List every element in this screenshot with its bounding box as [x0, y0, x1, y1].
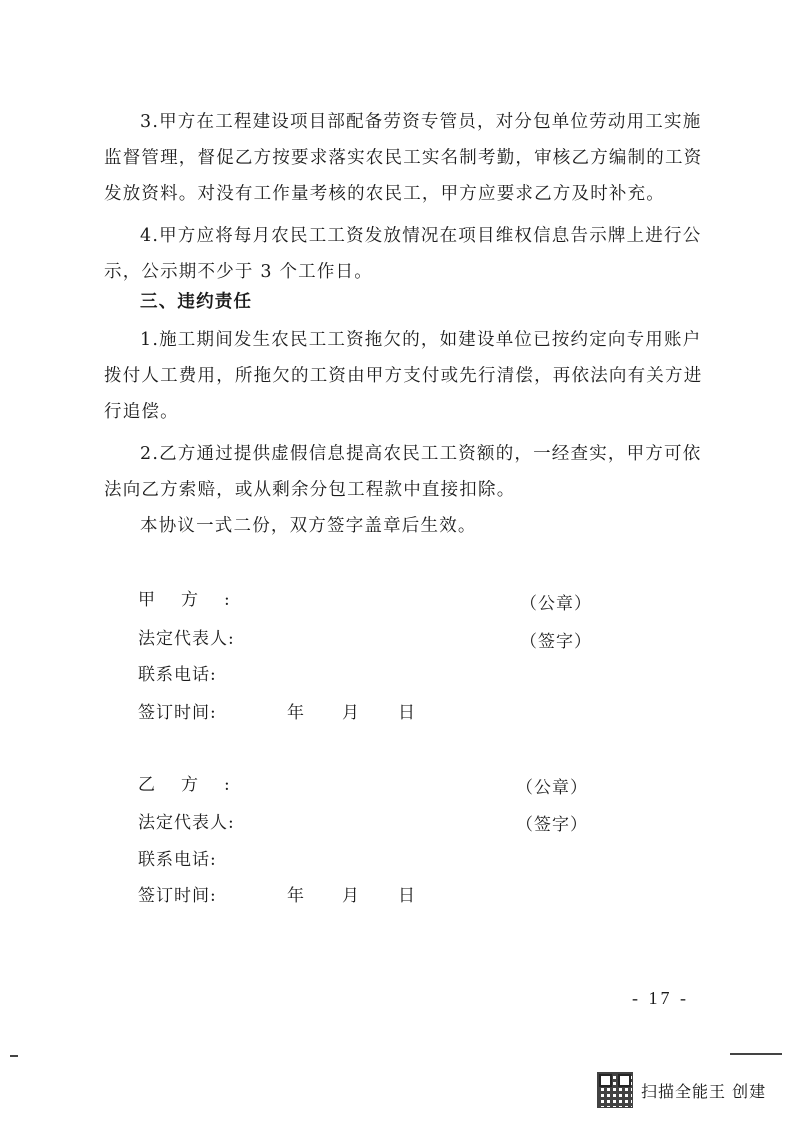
party-b-phone-label: 联系电话: [138, 850, 217, 870]
closing-statement-text: 本协议一式二份，双方签字盖章后生效。 [140, 516, 477, 536]
clause-3 [104, 104, 704, 212]
party-b-stamp: （公章） [516, 778, 588, 798]
section-title-breach: 三、违约责任 [140, 292, 253, 312]
clause-4-line-1: 4.甲方应将每月农民工工资发放情况在项目维权信息告示牌上进行公 [140, 226, 702, 246]
party-b-day: 日 [398, 886, 415, 906]
party-a-sign: （签字） [520, 632, 592, 652]
party-b-sign: （签字） [516, 815, 588, 835]
breach-clause-1-line-1: 1.施工期间发生农民工工资拖欠的，如建设单位已按约定向专用账户 [140, 330, 702, 350]
watermark-text: 扫描全能王 创建 [641, 1081, 767, 1101]
party-a-year: 年 [287, 703, 304, 723]
page-number: - 17 - [632, 988, 689, 1008]
party-a-phone-label: 联系电话: [138, 665, 217, 685]
qr-code-icon [597, 1072, 633, 1108]
party-b-date-label: 签订时间: [138, 886, 217, 906]
breach-clause-2-line-1: 2.乙方通过提供虚假信息提高农民工工资额的，一经查实，甲方可依 [140, 444, 702, 464]
scanner-watermark [597, 1070, 787, 1110]
party-a-date-label: 签订时间: [138, 703, 217, 723]
party-a-day: 日 [398, 703, 415, 723]
clause-3-line-2: 监督管理，督促乙方按要求落实农民工实名制考勤，审核乙方编制的工资 [104, 148, 703, 168]
party-b-year: 年 [287, 886, 304, 906]
clause-3-line-3: 发放资料。对没有工作量考核的农民工，甲方应要求乙方及时补充。 [104, 184, 665, 204]
breach-clause-2 [104, 436, 704, 508]
scan-edge-mark-left [10, 1055, 18, 1057]
clause-4-line-2: 示，公示期不少于 3 个工作日。 [104, 262, 373, 282]
closing-statement [104, 508, 704, 544]
party-a-stamp: （公章） [520, 594, 592, 614]
breach-clause-1 [104, 322, 704, 430]
scan-edge-mark-right [730, 1053, 782, 1055]
party-a-month: 月 [342, 703, 359, 723]
breach-clause-1-line-2: 拨付人工费用，所拖欠的工资由甲方支付或先行清偿，再依法向有关方进 [104, 366, 703, 386]
clause-4 [104, 218, 704, 290]
party-b-label: 乙方: [138, 775, 256, 795]
breach-clause-2-line-2: 法向乙方索赔，或从剩余分包工程款中直接扣除。 [104, 480, 516, 500]
party-a-rep-label: 法定代表人: [138, 629, 235, 649]
party-b-rep-label: 法定代表人: [138, 813, 235, 833]
party-b-month: 月 [342, 886, 359, 906]
party-a-label: 甲方: [138, 590, 256, 610]
breach-clause-1-line-3: 行追偿。 [104, 402, 179, 422]
clause-3-line-1: 3.甲方在工程建设项目部配备劳资专管员，对分包单位劳动用工实施 [140, 112, 702, 132]
